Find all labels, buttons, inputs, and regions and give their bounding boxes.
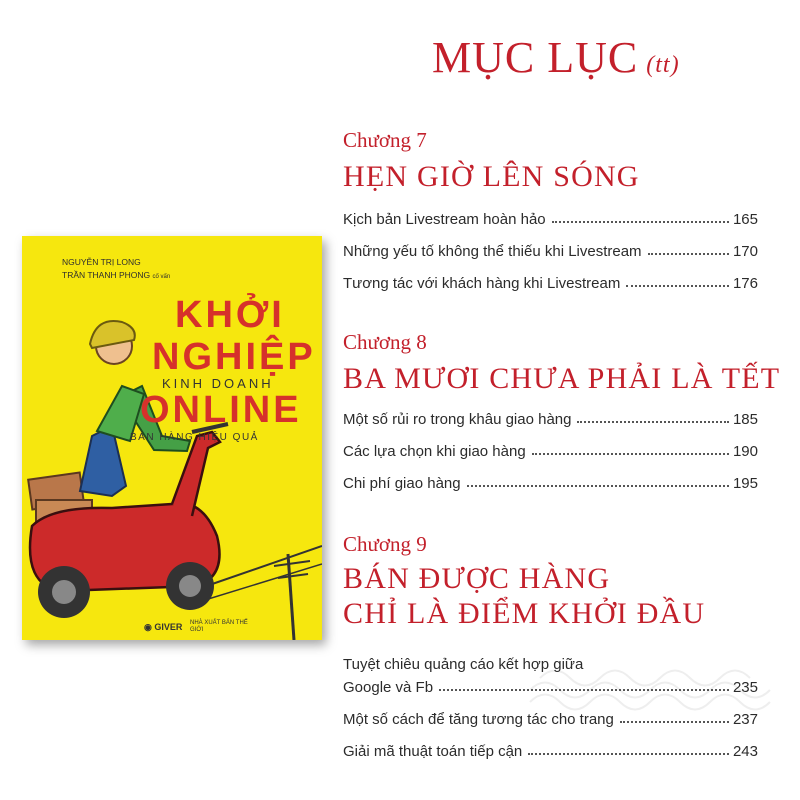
dot-leader [467, 485, 729, 487]
dot-leader [577, 421, 728, 423]
dot-leader [620, 721, 729, 723]
toc-entry-text: Một số cách để tăng tương tác cho trang [343, 711, 614, 728]
toc-entry-text: Kịch bản Livestream hoàn hảo [343, 211, 546, 228]
chapter-9-title-line-1: BÁN ĐƯỢC HÀNG [343, 562, 611, 595]
toc-entry-page: 235 [732, 679, 758, 696]
book-subtitle: KINH DOANH [162, 376, 274, 391]
toc-entry-page: 170 [732, 243, 758, 260]
book-title-line-3: ONLINE [140, 389, 302, 431]
book-title-line-1: KHỞI [175, 294, 285, 336]
book-author-2: TRẦN THANH PHONG cố vấn [62, 270, 171, 280]
dot-leader [532, 453, 729, 455]
toc-entry-text: Một số rủi ro trong khâu giao hàng [343, 411, 572, 428]
toc-entry[interactable] [343, 206, 758, 228]
book-cover [22, 236, 322, 640]
toc-entry-text: Tương tác với khách hàng khi Livestream [343, 275, 621, 292]
toc-entry[interactable] [343, 738, 758, 760]
chapter-8-title: BA MƯƠI CHƯA PHẢI LÀ TẾT [343, 362, 781, 395]
chapter-7-title: HẸN GIỜ LÊN SÓNG [343, 160, 640, 193]
dot-leader [626, 285, 729, 287]
toc-entry[interactable] [343, 406, 758, 428]
toc-entry[interactable] [343, 238, 758, 260]
toc-entry[interactable] [343, 470, 758, 492]
page-title-text: MỤC LỤC [432, 33, 639, 82]
book-author-1: NGUYỄN TRỊ LONG [62, 257, 141, 267]
book-title-line-2: NGHIỆP [152, 336, 316, 378]
toc-entry[interactable] [343, 438, 758, 460]
book-authors [62, 256, 170, 284]
toc-entry-text: Các lựa chọn khi giao hàng [343, 443, 526, 460]
dot-leader [528, 753, 729, 755]
chapter-9-title-line-2: CHỈ LÀ ĐIỂM KHỞI ĐẦU [343, 597, 706, 630]
dot-leader [648, 253, 729, 255]
toc-entry-page: 190 [732, 443, 758, 460]
toc-entry[interactable] [343, 270, 758, 292]
toc-entry-page: 185 [732, 411, 758, 428]
toc-entry-text: Những yếu tố không thể thiếu khi Livestream [343, 243, 642, 260]
toc-entry-text: Giải mã thuật toán tiếp cận [343, 743, 523, 760]
chapter-8-label: Chương 8 [343, 330, 427, 354]
toc-entry[interactable] [343, 706, 758, 728]
toc-entry[interactable] [343, 674, 758, 696]
toc-entry-page: 243 [732, 743, 758, 760]
publisher-logo: ◉ GIVER [144, 622, 183, 632]
chapter-9-label: Chương 9 [343, 532, 427, 556]
toc-entry-text: Chi phí giao hàng [343, 475, 461, 492]
co-publisher-logo: NHÀ XUẤT BẢN THẾ GIỚI [190, 620, 248, 633]
dot-leader [439, 689, 729, 691]
toc-entry-page: 176 [732, 275, 758, 292]
page-title [432, 32, 680, 83]
toc-entry-page: 195 [732, 475, 758, 492]
toc-entry-page: 165 [732, 211, 758, 228]
page-title-suffix: (tt) [646, 52, 680, 78]
toc-entry-text-line: Tuyệt chiêu quảng cáo kết hợp giữa [343, 656, 584, 673]
dot-leader [552, 221, 729, 223]
toc-entry-page: 237 [732, 711, 758, 728]
book-tagline: BÁN HÀNG HIỆU QUẢ [130, 432, 259, 443]
toc-entry-text: Google và Fb [343, 679, 434, 696]
chapter-7-label: Chương 7 [343, 128, 427, 152]
